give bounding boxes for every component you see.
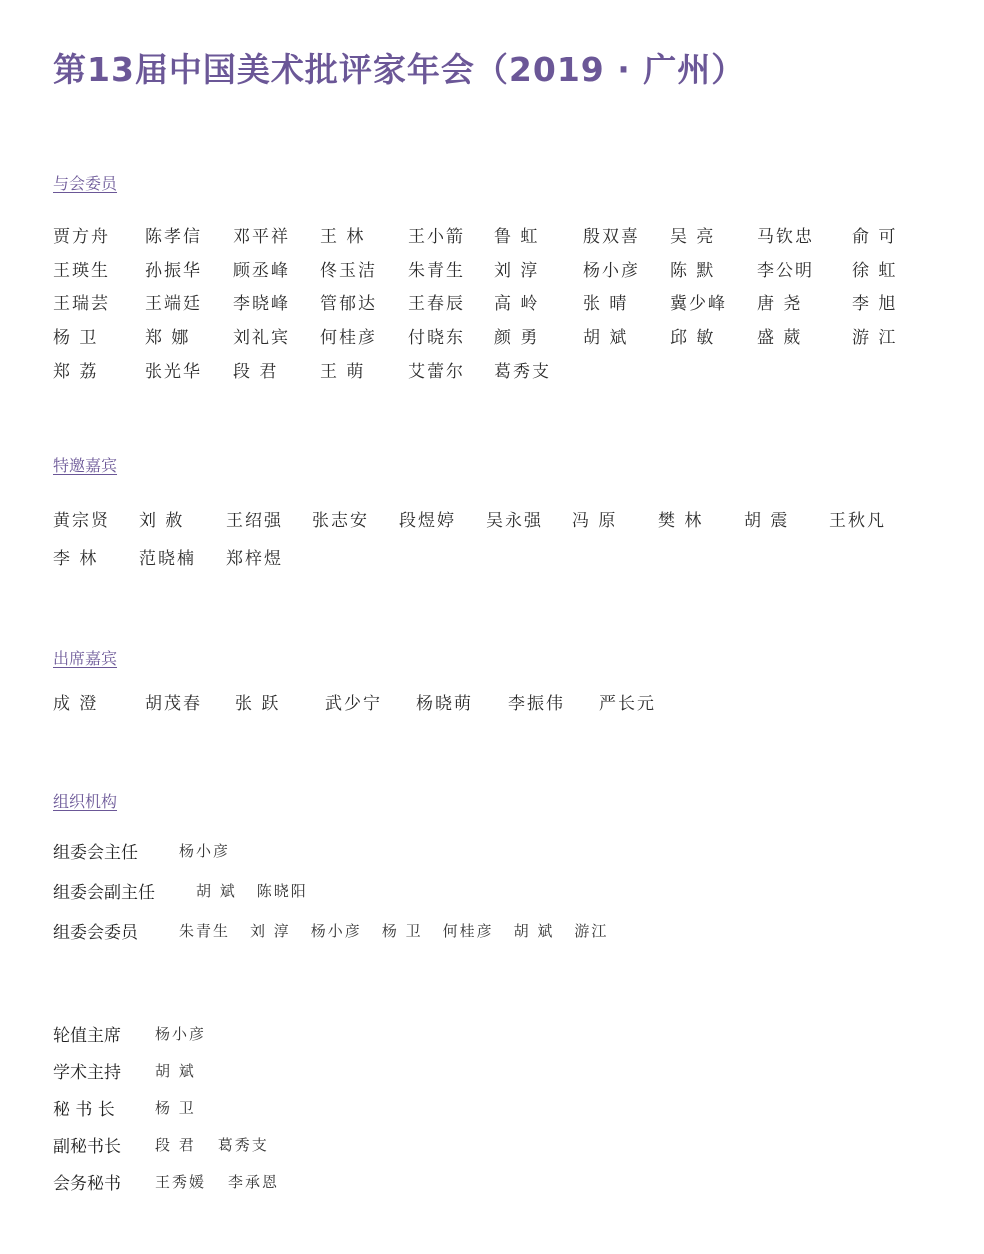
person-name: 郑梓煜: [226, 549, 283, 569]
person-name: 武少宁: [325, 694, 382, 714]
person-name: 胡 斌: [583, 328, 629, 349]
person-name: 冀少峰: [670, 294, 727, 315]
person-name: 俞 可: [852, 227, 898, 247]
person-name: 刘 赦: [139, 511, 185, 531]
person-name: 朱青生: [179, 922, 231, 940]
person-name: 葛秀支: [494, 361, 551, 382]
person-name: 刘 淳: [494, 260, 540, 281]
person-name: 徐 虹: [852, 260, 898, 281]
person-name: 邱 敏: [670, 328, 716, 349]
role-label: 学术主持: [53, 1063, 121, 1083]
person-name: 唐 尧: [757, 294, 803, 315]
person-name: 段煜婷: [399, 511, 456, 531]
person-name: 郑 荔: [53, 361, 99, 382]
role-row: [53, 1132, 291, 1158]
person-name: 冯 原: [572, 511, 618, 531]
person-name: 段 君: [233, 361, 279, 382]
person-name: 王瑛生: [53, 260, 110, 281]
person-name: 胡 斌: [196, 882, 237, 900]
person-name: 李公明: [757, 260, 814, 281]
person-name: 颜 勇: [494, 328, 540, 349]
person-name: 杨 卫: [155, 1099, 196, 1117]
person-name: 王春辰: [408, 294, 465, 315]
person-name: 李晓峰: [233, 294, 290, 315]
person-name: 段 君: [155, 1136, 196, 1154]
person-name: 王秋凡: [829, 511, 886, 531]
person-name: 杨小彦: [155, 1025, 207, 1043]
section-label-organization: 组织机构: [53, 792, 118, 811]
person-name: 孙振华: [145, 260, 202, 281]
role-names: [155, 1171, 301, 1192]
person-name: 胡 震: [744, 511, 790, 531]
section-label-members: 与会委员: [53, 174, 118, 193]
person-name: 胡茂春: [145, 694, 202, 714]
person-name: 樊 林: [658, 511, 704, 531]
person-name: 杨小彦: [583, 260, 640, 281]
person-name: 张 跃: [235, 694, 281, 714]
role-names: [179, 840, 250, 861]
person-name: 朱青生: [408, 260, 465, 281]
person-name: 游江: [574, 922, 609, 940]
person-name: 李振伟: [508, 694, 565, 714]
section-label-special-guests: 特邀嘉宾: [53, 456, 118, 475]
role-names: [155, 1023, 228, 1044]
person-name: 付晓东: [408, 328, 465, 349]
person-name: 王 林: [320, 227, 366, 247]
person-name: 管郁达: [320, 294, 377, 315]
person-name: 鲁 虹: [494, 227, 540, 247]
person-name: 严长元: [599, 694, 656, 714]
role-label: 秘 书 长: [53, 1100, 115, 1120]
role-row: [53, 1021, 228, 1047]
role-row: [53, 918, 628, 944]
person-name: 杨小彦: [310, 922, 362, 940]
page-title: 第13届中国美术批评家年会（2019 · 广州）: [53, 50, 746, 89]
person-name: 王端廷: [145, 294, 202, 315]
person-name: 成 澄: [53, 694, 99, 714]
role-label: 轮值主席: [53, 1026, 121, 1046]
role-names: [196, 880, 328, 901]
person-name: 胡 斌: [155, 1062, 196, 1080]
role-names: [179, 920, 628, 941]
person-name: 邓平祥: [233, 227, 290, 247]
role-label: 副秘书长: [53, 1137, 121, 1157]
person-name: 李承恩: [228, 1173, 280, 1191]
person-name: 胡 斌: [513, 922, 555, 940]
person-name: 盛 葳: [757, 328, 803, 349]
person-name: 张光华: [145, 361, 202, 382]
person-name: 何桂彦: [320, 328, 377, 349]
person-name: 范晓楠: [139, 549, 196, 569]
role-label: 组委会委员: [53, 923, 138, 943]
person-name: 顾丞峰: [233, 260, 290, 281]
person-name: 陈晓阳: [256, 882, 308, 900]
role-row: [53, 878, 328, 904]
role-row: [53, 1169, 301, 1195]
person-name: 艾蕾尔: [408, 361, 465, 382]
role-row: [53, 1058, 218, 1084]
person-name: 高 岭: [494, 294, 540, 315]
person-name: 张 晴: [583, 294, 629, 315]
person-name: 贾方舟: [53, 227, 110, 247]
role-label: 会务秘书: [53, 1174, 121, 1194]
person-name: 吴 亮: [670, 227, 716, 247]
role-label: 组委会主任: [53, 843, 138, 863]
role-row: [53, 1095, 218, 1121]
person-name: 李 林: [53, 549, 99, 569]
person-name: 葛秀支: [217, 1136, 269, 1154]
role-row: [53, 838, 250, 864]
person-name: 王秀媛: [155, 1173, 207, 1191]
person-name: 杨小彦: [179, 842, 231, 860]
person-name: 何桂彦: [442, 922, 494, 940]
person-name: 李 旭: [852, 294, 898, 315]
person-name: 杨 卫: [53, 328, 99, 349]
section-label-attending-guests: 出席嘉宾: [53, 649, 118, 668]
person-name: 王小箭: [408, 227, 465, 247]
person-name: 吴永强: [486, 511, 543, 531]
person-name: 杨 卫: [381, 922, 423, 940]
person-name: 马钦忠: [757, 227, 814, 247]
person-name: 殷双喜: [583, 227, 640, 247]
role-names: [155, 1134, 291, 1155]
person-name: 刘 淳: [250, 922, 291, 940]
person-name: 杨晓萌: [416, 694, 473, 714]
person-name: 陈 默: [670, 260, 716, 281]
role-label: 组委会副主任: [53, 883, 155, 903]
person-name: 王 萌: [320, 361, 366, 382]
person-name: 刘礼宾: [233, 328, 290, 349]
person-name: 佟玉洁: [320, 260, 377, 281]
person-name: 郑 娜: [145, 328, 191, 349]
person-name: 陈孝信: [145, 227, 202, 247]
person-name: 王瑞芸: [53, 294, 110, 315]
role-names: [155, 1060, 218, 1081]
role-names: [155, 1097, 218, 1118]
person-name: 游 江: [852, 328, 898, 349]
person-name: 王绍强: [226, 511, 283, 531]
person-name: 黄宗贤: [53, 511, 110, 531]
person-name: 张志安: [312, 511, 369, 531]
